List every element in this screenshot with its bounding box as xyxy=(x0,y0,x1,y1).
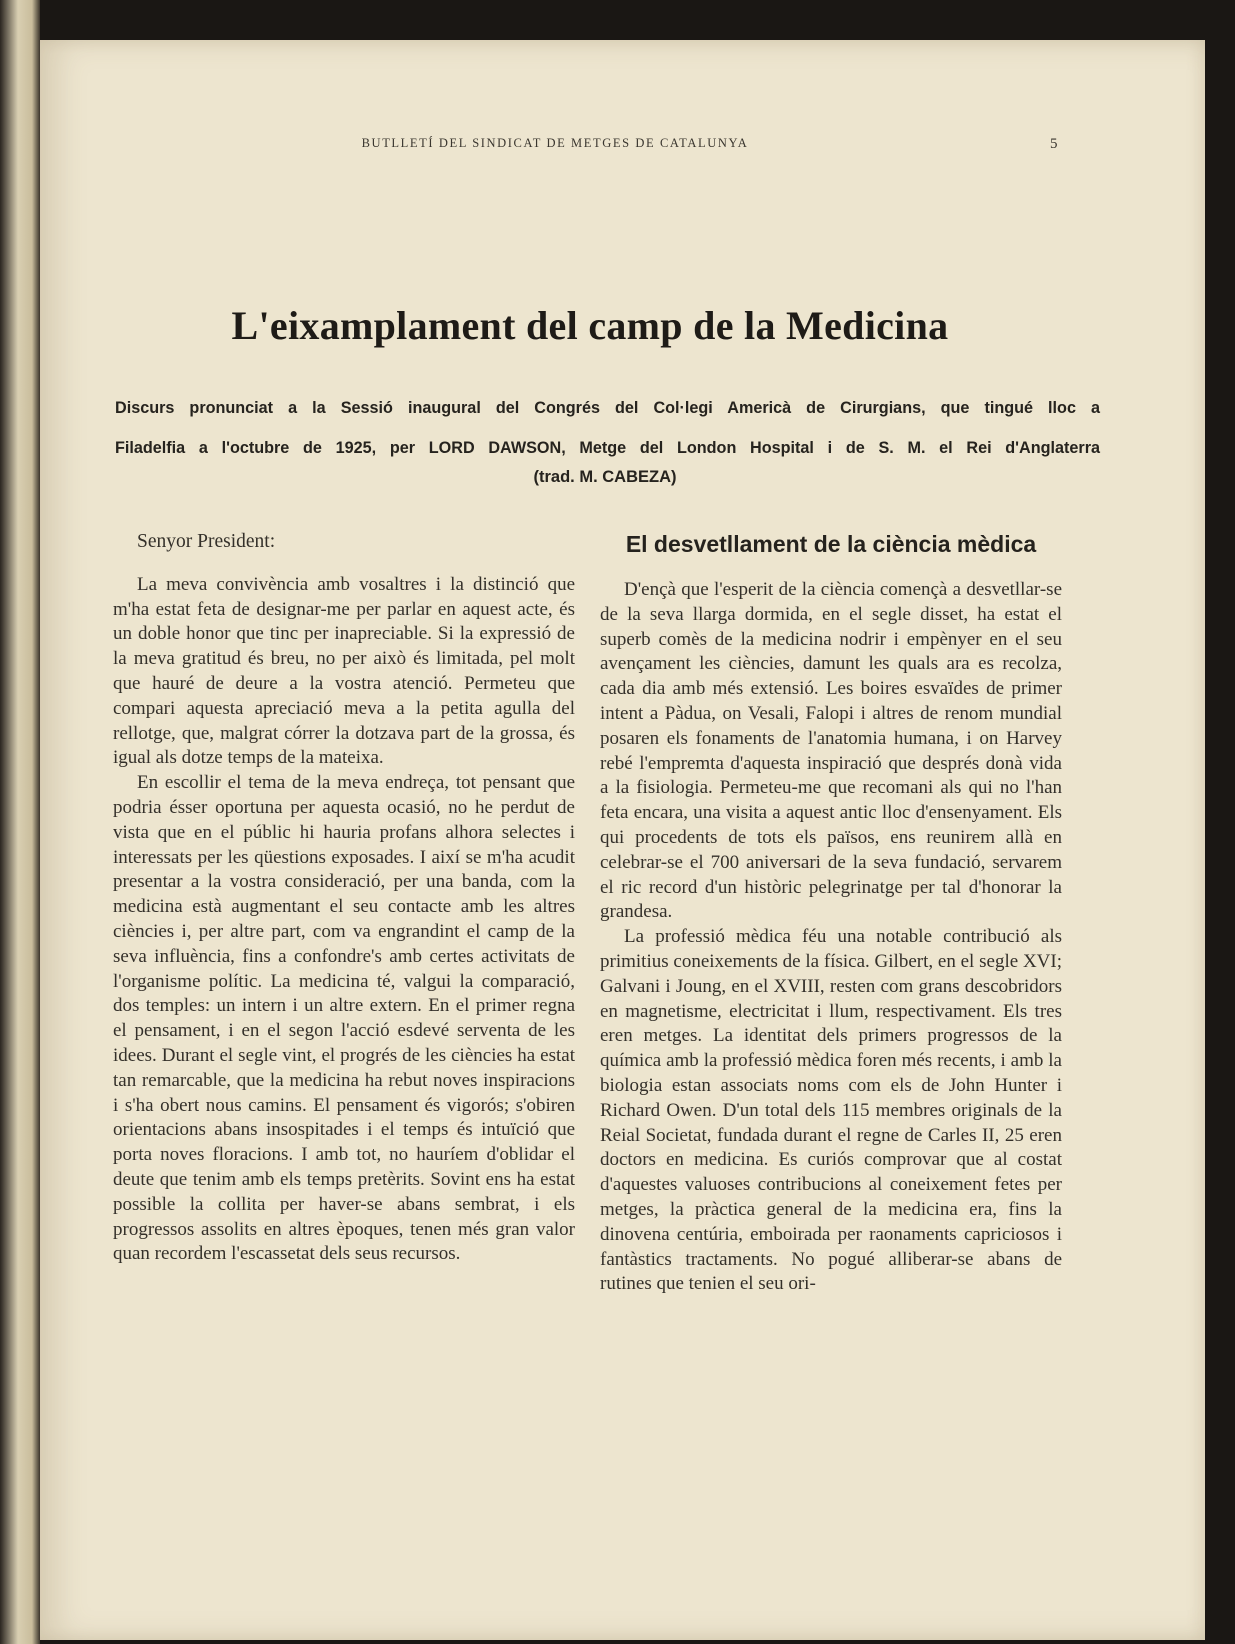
document-page xyxy=(40,40,1205,1640)
subtitle-line: Discurs pronunciat a la Sessió inaugural del Congrés del Col·legi Americà de Cirurgians, que tingué lloc a xyxy=(115,399,1100,417)
subtitle-line: Filadelfia a l'octubre de 1925, per LORD DAWSON, Metge del London Hospital i de S. M. el Rei d'Anglaterra xyxy=(115,439,1100,457)
translator-credit: (trad. M. CABEZA) xyxy=(533,468,677,486)
article-subtitle xyxy=(115,388,1100,468)
salutation: Senyor President: xyxy=(137,531,276,552)
right-column xyxy=(600,530,1062,1297)
running-head: BUTLLETÍ DEL SINDICAT DE METGES DE CATALUNYA xyxy=(361,136,749,150)
body-paragraph: En escollir el tema de la meva endreça, tot pensant que podria ésser oportuna per aquesta ocasió, no he perdut de vista que en el públic hi hauria profans alhora selectes i interessats per les qüestions exposades. I així se m'ha acudit presentar a la vostra consideració, per una banda, com la medicina està augmentant el seu contacte amb les altres ciències i, per altre part, com va engrandint el camp de la seva influència, fins a confondre's amb certes activitats de l'organisme polític. La medicina té, valgui la comparació, dos temples: un intern i un altre extern. En el primer regna el pensament, i en el segon l'acció esdevé serventa de les idees. Durant el segle vint, el progrés de les ciències ha estat tan remarcable, que la medicina ha rebut noves inspiracions i s'ha obert nous camins. El pensament és vigorós; s'obiren orientacions abans insospitades i el temps és intuïció que porta noves floracions. I amb tot, no hauríem d'oblidar el deute que tenim amb els temps pretèrits. Sovint ens ha estat possible la collita per haver-se abans sembrat, i els progressos assolits en altres èpoques, tenen més gran valor quan recordem l'escassetat dels seus recursos. xyxy=(113,772,575,1265)
body-paragraph: La meva convivència amb vosaltres i la distinció que m'ha estat feta de designar-me per parlar en aquest acte, és un doble honor que tinc per inapreciable. Si la expressió de la meva gratitud és breu, no per això és limitada, pel molt que hauré de deure a la vostra atenció. Permeteu que compari aquesta apreciació meva a la petita agulla del rellotge, que, malgrat córrer la dotzava part de la grossa, és igual als dotze temps de la mateixa. xyxy=(113,573,575,769)
book-spine xyxy=(0,0,40,1644)
section-heading: El desvetllament de la ciència mèdica xyxy=(625,531,1037,557)
body-paragraph: La professió mèdica féu una notable contribució als primitius coneixements de la física. Gilbert, en el segle XVI; Galvani i Joung, en el XVIII, resten com grans descobridors en magnetisme, electricitat i llum, respectivament. Els tres eren metges. La identitat dels primers progressos de la química amb la professió mèdica foren més recents, i amb la biologia estan associats noms com els de John Hunter i Richard Owen. D'un total dels 115 membres originals de la Reial Societat, fundada durant el regne de Carles II, 25 eren doctors en medicina. Es curiós comprovar que al costat d'aquestes valuoses contribucions al coneixement fetes per metges, la pràctica general de la medicina era, fins la dinovena centúria, emboirada per raonaments capriciosos i fantàstics tractaments. No pogué alliberar-se abans de rutines que tenien el seu ori- xyxy=(600,926,1062,1295)
page-number: 5 xyxy=(1050,136,1058,152)
body-paragraph: D'ençà que l'esperit de la ciència començà a desvetllar-se de la seva llarga dormida, en el segle disset, ha estat el superb comès de la medicina nodrir i empènyer en el seu avençament les ciències, damunt les quals ara es recolza, cada dia amb més extensió. Les boires esvaïdes de primer intent a Pàdua, on Vesali, Falopi i altres de renom mundial posaren els fonaments de l'anatomia humana, i on Harvey rebé l'empremta d'aquesta inspiració que després donà vida a la fisiologia. Permeteu-me que recomani als qui no l'han feta encara, una visita a aquest antic lloc d'ensenyament. Els qui procedents de tots els països, ens reunirem allà en celebrar-se el 700 aniversari de la seva fundació, servarem el ric record d'un històric pelegrinatge per tal d'honorar la grandesa. xyxy=(600,579,1062,923)
article-title: L'eixamplament del camp de la Medicina xyxy=(231,303,949,348)
left-column xyxy=(113,530,575,1267)
